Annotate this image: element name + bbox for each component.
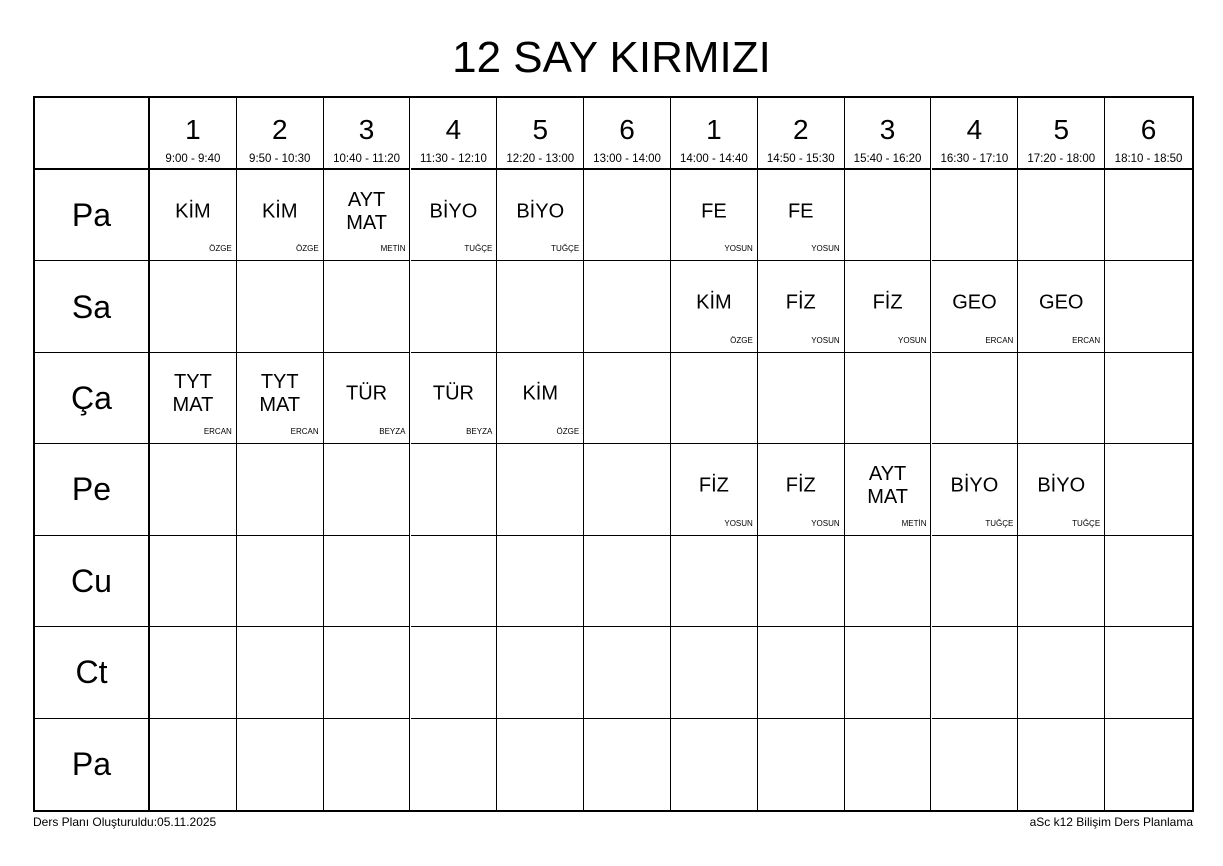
lesson-cell <box>411 170 498 261</box>
day-label: Ct <box>75 654 108 691</box>
lesson-cell <box>411 627 498 718</box>
subject-name: TYT MAT <box>259 371 301 417</box>
lesson-cell <box>411 261 498 352</box>
period-number: 1 <box>185 114 201 145</box>
period-header <box>1018 98 1105 170</box>
day-header <box>35 444 150 535</box>
period-header <box>671 98 758 170</box>
lesson-cell <box>324 261 411 352</box>
period-time: 9:00 - 9:40 <box>165 153 221 165</box>
period-time: 14:00 - 14:40 <box>680 153 748 165</box>
lesson-cell <box>497 353 584 444</box>
lesson-cell <box>237 261 324 352</box>
subject-name: FİZ <box>872 291 903 314</box>
subject-name: BİYO <box>429 200 478 223</box>
period-number: 4 <box>966 114 983 145</box>
subject-name: KİM <box>261 200 298 223</box>
lesson-cell <box>237 353 324 444</box>
lesson-cell <box>237 444 324 535</box>
lesson-cell <box>845 719 932 810</box>
period-header <box>845 98 932 170</box>
period-number: 5 <box>532 114 549 145</box>
teacher-name: YOSUN <box>811 244 840 254</box>
lesson-cell <box>584 627 671 718</box>
day-label: Cu <box>71 562 112 599</box>
subject-name: GEO <box>952 291 997 314</box>
period-time: 9:50 - 10:30 <box>249 153 311 165</box>
day-label: Pa <box>71 197 112 234</box>
period-time: 14:50 - 15:30 <box>766 153 835 165</box>
day-header <box>35 170 150 261</box>
lesson-cell <box>671 627 758 718</box>
subject-name: GEO <box>1039 291 1084 314</box>
subject-name: BİYO <box>950 474 999 497</box>
lesson-cell <box>411 719 498 810</box>
period-number: 2 <box>271 114 288 145</box>
subject-name: KİM <box>522 382 559 405</box>
subject-name: BİYO <box>516 200 565 223</box>
period-number: 4 <box>445 114 462 145</box>
lesson-cell <box>411 536 498 627</box>
header-corner <box>35 98 150 170</box>
subject-name: AYT MAT <box>346 188 387 234</box>
period-number: 3 <box>358 114 375 145</box>
lesson-cell <box>1018 444 1105 535</box>
lesson-cell <box>324 170 411 261</box>
lesson-cell <box>150 444 237 535</box>
lesson-cell <box>324 719 411 810</box>
lesson-cell <box>845 261 932 352</box>
lesson-cell <box>324 353 411 444</box>
day-header <box>35 719 150 810</box>
lesson-cell <box>845 170 932 261</box>
lesson-cell <box>758 353 845 444</box>
lesson-cell <box>237 170 324 261</box>
lesson-cell <box>150 261 237 352</box>
teacher-name: ERCAN <box>1072 335 1101 345</box>
teacher-name: ÖZGE <box>556 427 580 437</box>
day-header <box>35 536 150 627</box>
lesson-cell <box>758 536 845 627</box>
period-number: 1 <box>706 114 722 145</box>
lesson-cell <box>932 719 1019 810</box>
lesson-cell <box>1105 444 1192 535</box>
lesson-cell <box>324 444 411 535</box>
lesson-cell <box>758 261 845 352</box>
lesson-cell <box>1018 353 1105 444</box>
period-number: 6 <box>1140 114 1157 145</box>
lesson-cell <box>1018 536 1105 627</box>
lesson-cell <box>671 444 758 535</box>
lesson-cell <box>411 353 498 444</box>
subject-name: TÜR <box>346 382 388 405</box>
lesson-cell <box>584 353 671 444</box>
period-header <box>411 98 498 170</box>
subject-name: FE <box>787 200 814 223</box>
subject-name: FİZ <box>698 474 729 497</box>
teacher-name: ÖZGE <box>730 335 753 345</box>
lesson-cell <box>1105 261 1192 352</box>
period-header <box>497 98 584 170</box>
subject-name: BİYO <box>1037 474 1086 497</box>
footer-created-date: Ders Planı Oluşturuldu:05.11.2025 <box>33 815 217 829</box>
timetable-grid <box>33 96 1194 812</box>
lesson-cell <box>932 353 1019 444</box>
period-header <box>324 98 411 170</box>
subject-name: TYT MAT <box>172 371 214 417</box>
lesson-cell <box>932 170 1019 261</box>
lesson-cell <box>324 627 411 718</box>
lesson-cell <box>497 261 584 352</box>
lesson-cell <box>1105 170 1192 261</box>
subject-name: AYT MAT <box>867 462 908 508</box>
lesson-cell <box>237 719 324 810</box>
teacher-name: BEYZA <box>466 427 493 437</box>
lesson-cell <box>671 353 758 444</box>
lesson-cell <box>671 536 758 627</box>
lesson-cell <box>584 170 671 261</box>
subject-name: FE <box>701 200 727 223</box>
lesson-cell <box>758 719 845 810</box>
lesson-cell <box>845 536 932 627</box>
lesson-cell <box>497 536 584 627</box>
subject-name: KİM <box>696 291 732 314</box>
period-time: 18:10 - 18:50 <box>1114 153 1183 165</box>
teacher-name: ÖZGE <box>295 244 319 254</box>
teacher-name: YOSUN <box>811 335 840 345</box>
lesson-cell <box>845 444 932 535</box>
lesson-cell <box>932 261 1019 352</box>
lesson-cell <box>1105 536 1192 627</box>
teacher-name: ERCAN <box>290 427 319 437</box>
lesson-cell <box>671 719 758 810</box>
subject-name: FİZ <box>785 474 816 497</box>
period-header <box>584 98 671 170</box>
lesson-cell <box>671 170 758 261</box>
lesson-cell <box>932 444 1019 535</box>
period-number: 2 <box>792 114 809 145</box>
teacher-name: YOSUN <box>724 244 753 254</box>
teacher-name: ERCAN <box>985 335 1014 345</box>
teacher-name: TUĞÇE <box>1072 518 1101 528</box>
period-time: 12:20 - 13:00 <box>506 153 575 165</box>
subject-name: KİM <box>175 200 211 223</box>
lesson-cell <box>1105 627 1192 718</box>
period-header <box>758 98 845 170</box>
lesson-cell <box>150 719 237 810</box>
period-time: 17:20 - 18:00 <box>1027 153 1096 165</box>
lesson-cell <box>932 627 1019 718</box>
teacher-name: METİN <box>901 518 927 528</box>
period-time: 15:40 - 16:20 <box>853 153 922 165</box>
period-number: 3 <box>879 114 896 145</box>
teacher-name: YOSUN <box>811 518 840 528</box>
day-label: Ça <box>71 380 112 417</box>
lesson-cell <box>497 170 584 261</box>
lesson-cell <box>584 261 671 352</box>
lesson-cell <box>324 536 411 627</box>
day-header <box>35 627 150 718</box>
teacher-name: TUĞÇE <box>464 244 493 254</box>
period-time: 11:30 - 12:10 <box>419 153 487 165</box>
period-header <box>150 98 237 170</box>
period-number: 6 <box>619 114 635 145</box>
period-number: 5 <box>1053 114 1070 145</box>
lesson-cell <box>237 627 324 718</box>
lesson-cell <box>1105 719 1192 810</box>
teacher-name: TUĞÇE <box>551 244 580 254</box>
lesson-cell <box>150 353 237 444</box>
teacher-name: ÖZGE <box>209 244 232 254</box>
period-header <box>237 98 324 170</box>
period-time: 13:00 - 14:00 <box>593 153 661 165</box>
lesson-cell <box>497 627 584 718</box>
teacher-name: ERCAN <box>203 427 232 437</box>
lesson-cell <box>932 536 1019 627</box>
footer-software-credit: aSc k12 Bilişim Ders Planlama <box>1029 815 1193 829</box>
lesson-cell <box>845 353 932 444</box>
day-label: Pa <box>71 746 112 783</box>
lesson-cell <box>758 444 845 535</box>
period-time: 16:30 - 17:10 <box>940 153 1009 165</box>
lesson-cell <box>1018 719 1105 810</box>
lesson-cell <box>758 627 845 718</box>
lesson-cell <box>584 444 671 535</box>
lesson-cell <box>1018 627 1105 718</box>
lesson-cell <box>758 170 845 261</box>
lesson-cell <box>150 536 237 627</box>
lesson-cell <box>497 719 584 810</box>
period-time: 10:40 - 11:20 <box>333 153 401 165</box>
lesson-cell <box>497 444 584 535</box>
lesson-cell <box>411 444 498 535</box>
day-label: Pe <box>71 471 112 508</box>
lesson-cell <box>584 719 671 810</box>
subject-name: TÜR <box>432 382 474 405</box>
lesson-cell <box>150 627 237 718</box>
teacher-name: YOSUN <box>724 518 753 528</box>
day-label: Sa <box>71 288 112 325</box>
day-header <box>35 261 150 352</box>
teacher-name: YOSUN <box>898 335 927 345</box>
lesson-cell <box>237 536 324 627</box>
lesson-cell <box>671 261 758 352</box>
lesson-cell <box>1018 170 1105 261</box>
subject-name: FİZ <box>785 291 816 314</box>
lesson-cell <box>845 627 932 718</box>
lesson-cell <box>584 536 671 627</box>
page-title: 12 SAY KIRMIZI <box>452 33 771 82</box>
day-header <box>35 353 150 444</box>
lesson-cell <box>1018 261 1105 352</box>
lesson-cell <box>1105 353 1192 444</box>
lesson-cell <box>150 170 237 261</box>
period-header <box>932 98 1019 170</box>
teacher-name: METİN <box>380 244 406 254</box>
period-header <box>1105 98 1192 170</box>
teacher-name: TUĞÇE <box>985 518 1014 528</box>
teacher-name: BEYZA <box>379 427 406 437</box>
